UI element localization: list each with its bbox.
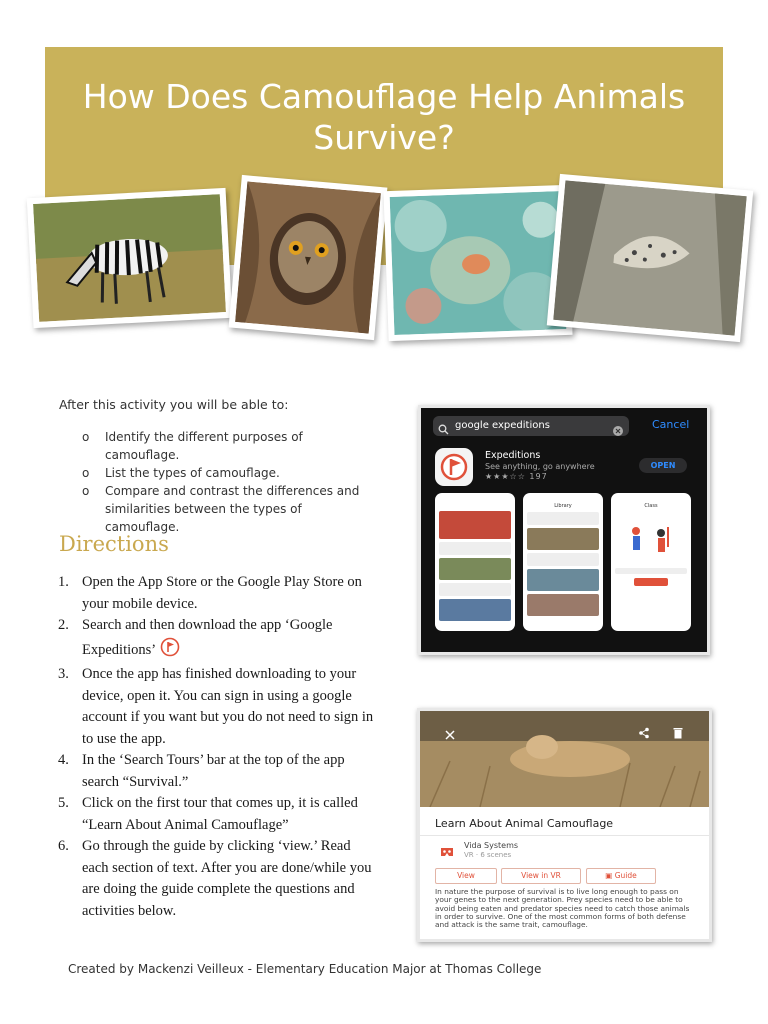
guide-icon: ▣	[605, 871, 615, 880]
page-title: How Does Camouflage Help Animals Survive?	[82, 77, 686, 157]
expeditions-flag-icon	[435, 448, 473, 486]
expeditions-flag-icon	[160, 637, 180, 665]
list-item: 5. Click on the first tour that comes up, it is called “Learn About Animal Camouflage”	[58, 795, 358, 833]
cancel-button: Cancel	[652, 418, 690, 431]
list-item: 6. Go through the guide by clicking ‘view.’ Read each section of text. After you are done/while you are doing the guide complete the questions and activities below.	[58, 838, 372, 919]
tour-scenes: VR · 6 scenes	[464, 851, 512, 859]
cardboard-icon	[440, 842, 454, 861]
lion-photo	[420, 711, 709, 807]
open-button: OPEN	[639, 458, 687, 473]
search-icon	[438, 420, 449, 439]
directions-heading: Directions	[59, 532, 169, 556]
close-icon	[445, 725, 455, 744]
list-item: 2. Search and then download the app ‘Google Expeditions’	[58, 615, 376, 664]
directions-list	[58, 572, 376, 922]
zebra-photo	[27, 188, 233, 328]
star-icon: ★★★☆☆	[485, 472, 526, 481]
octopus-photo	[383, 185, 572, 341]
app-rating: ★★★☆☆ 197	[485, 472, 548, 481]
list-bullet: o	[82, 430, 90, 444]
tour-description: In nature the purpose of survival is to live long enough to pass on your genes to the next generation. Prey species need to be able to avoid being eaten and predator species need to catch those animals in order to survive. One of the most common forms of both defense and attack is the same trait, camouflage.	[435, 887, 690, 930]
list-item: o Compare and contrast the differences and similarities between the types of camouflage.	[82, 484, 360, 534]
tour-provider: Vida Systems	[464, 841, 519, 850]
intro-text: After this activity you will be able to:	[59, 397, 289, 412]
view-in-vr-button: View in VR	[501, 868, 581, 884]
list-item: 4. In the ‘Search Tours’ bar at the top of the app search “Survival.”	[58, 752, 345, 790]
view-button: View	[435, 868, 497, 884]
app-store-screenshot	[418, 405, 710, 655]
tour-screenshot	[417, 708, 712, 942]
list-item: 3. Once the app has finished downloading to your device, open it. You can sign in using a google account if you want but you do not need to sign in to use the app.	[58, 666, 374, 747]
footer-credit: Created by Mackenzi Veilleux - Elementary Education Major at Thomas College	[68, 962, 542, 976]
tour-title: Learn About Animal Camouflage	[435, 817, 614, 830]
app-preview-2: Library	[523, 493, 603, 631]
app-preview-3: Class	[611, 493, 691, 631]
app-preview-1	[435, 493, 515, 631]
share-icon	[638, 724, 650, 743]
moth-photo	[547, 174, 754, 342]
list-bullet: o	[82, 466, 90, 480]
app-name: Expeditions	[485, 450, 541, 461]
close-icon	[613, 421, 623, 440]
owl-photo	[229, 175, 388, 340]
app-subtitle: See anything, go anywhere	[485, 462, 595, 471]
list-bullet: o	[82, 484, 90, 498]
objectives-list	[82, 428, 372, 536]
trash-icon	[673, 724, 683, 743]
list-item: o List the types of camouflage.	[82, 466, 280, 480]
search-input: google expeditions	[433, 416, 629, 436]
guide-button: ▣ Guide	[586, 868, 656, 884]
list-item: o Identify the different purposes of camouflage.	[82, 430, 303, 462]
list-item: 1. Open the App Store or the Google Play Store on your mobile device.	[58, 574, 362, 612]
